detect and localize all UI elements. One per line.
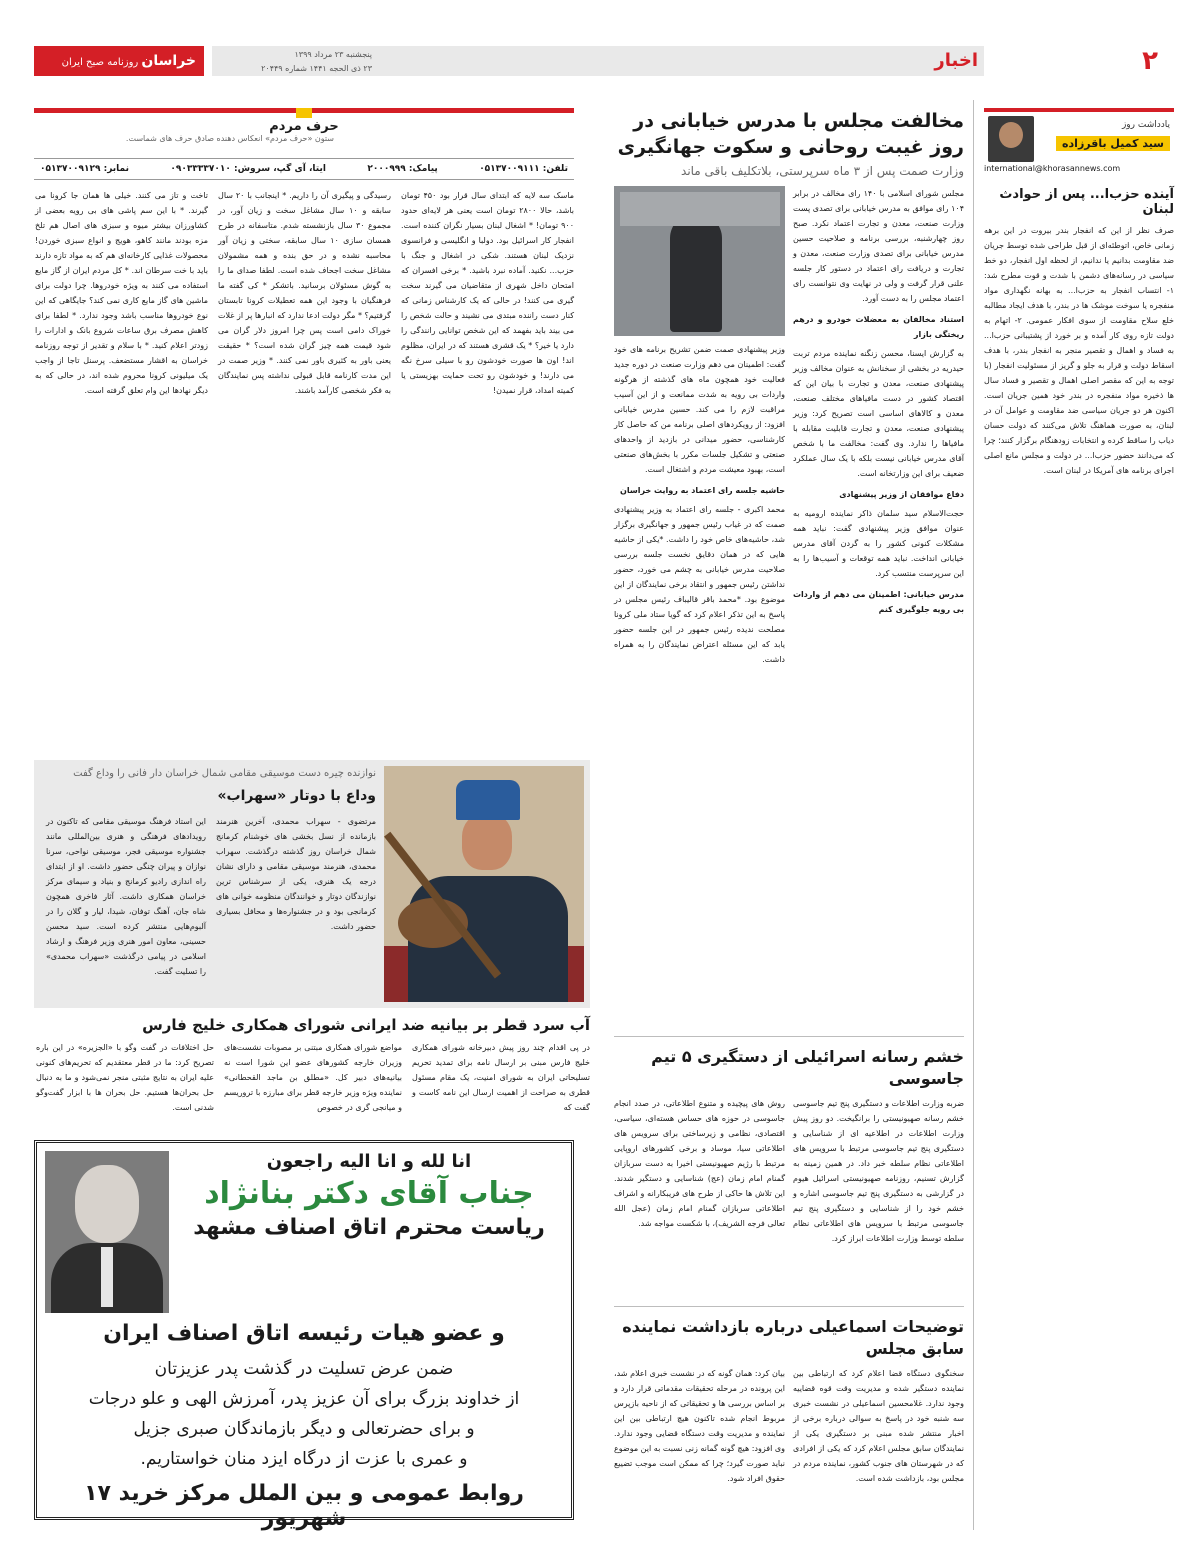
judiciary-body [614,1366,964,1486]
people-voice-body [34,188,574,398]
deceased-father-photo [45,1151,169,1313]
contact-apps[interactable]: ایتا، آی گپ، سروش: ۰۹۰۳۳۳۳۷۰۱۰ [170,164,326,174]
column-divider [973,100,974,1530]
news-divider-2 [614,1306,964,1307]
photo-head [75,1165,139,1243]
ad-message-4: و عمری با عزت از درگاه ایزد منان خواستاریم. [140,1449,468,1469]
gulf-paragraph-2: مواضع شورای همکاری مبتنی بر مصوبات نشست‌های وزیران خارجه کشورهای عضو این شورا است نه بیانیه‌های دبیر کل. «مطلق بن ماجد القحطانی» نماینده ویژه وزیر خارجه قطر برای مبارزه با تروریسم و میانجی گری در خصوص [224,1043,402,1112]
lead-subheadline: وزارت صمت پس از ۳ ماه سرپرستی، بلاتکلیف باقی ماند [681,164,964,178]
section-title: اخبار [934,50,978,71]
news-divider [614,1036,964,1037]
author-email: international@khorasannews.com [984,164,1121,173]
music-body [46,814,376,979]
people-voice-subtitle: ستون «حرف مردم» انعکاس دهنده صادق حرف های شماست. [125,134,334,143]
brand-tagline: روزنامه صبح ایران [61,57,139,68]
newspaper-brand [34,46,204,76]
judiciary-paragraph-2: بیان کرد: همان گونه که در نشست خبری اعلام شد، این پرونده در مرحله تحقیقات مقدماتی قرار دارد و بر اساس بررسی ها و تحقیقاتی که از ناحیه بازپرس مربوط انجام شده تاکنون هیچ ارتباطی بین این نماینده و مدیریت وقت دستگاه قضایی وجود ندارد. وی افزود: هیچ گونه گمانه زنی نسبت به این موضوع نباید صورت گیرد؛ چرا که ممکن است موجب تضییع حقوق افراد شود. [614,1369,785,1483]
music-paragraph-1: مرتضوی - سهراب محمدی، آخرین هنرمند بازمانده از نسل بخشی های خوشنام کرمانج شمال خراسان روز گذشته درگذشت. سهراب محمدی، هنرمند موسیقی مقامی و دارای نشان درجه یک هنری، یکی از سرشناس ترین نوازندگان دوتار و خوانندگان منظومه خوانی های کرمانجی بود و در جشنواره‌ها و محافل بسیاری حضور داشت. [216,817,376,931]
author-name: سید کمیل باقرزاده [1056,136,1170,151]
people-voice-col-3: تاخت و تاز می کنند. خیلی ها همان جا کرونا می گیرند. * با این سم پاشی های بی رویه بعضی از کشاورزان بیشتر میوه و سبزی های اصال هم تلخ مزه بودند مانند کاهو، هویج و انواع سبزی خوردن! محصولات غذایی کارخانه‌ای هم که به مواد تازه دارند باید با خت سرطان اند. * کل مردم ایران از گاز مایع استفاده می کنند به ویژه خودروها. چرا دولت برای ماشین های گاز مایع کاری نمی کند؟ جایگاهی که این نوع خودروها مناسب باشد وجود ندارد. * لطفا برای کاهش مصرف برق ساعات شروع بانک و ادارات را زودتر اعلام کنید. * با سلام و تقدیر از توجه روزنامه خراسان به اقشار مستضعف. پرسنل تاجا از واجب یک میلیونی کرونا محروم شده اند، در حالی که به دیگر نهادها این وام تعلق گرفته است. [35,191,208,395]
author-profile [984,108,1174,162]
column-body: صرف نظر از این که انفجار بندر بیروت در این برهه زمانی خاص، اتوطئه‌ای از قبل طراحی شده توسط جریان ضد مقاومت بدانیم یا ندانیم، از لحظه اول انفجار، دو خط سیاسی در رسانه‌های دشمن با شدت و قوت مطرح شد: ۱- انتساب انفجار به حزب‌ا... به بهانه نگهداری مواد منفجره یا سوخت موشک ها در بندر، با هدف ایجاد مطالبه خلع سلاح مقاومت از سوی افکار عمومی. ۲- اتهام به دولت تازه روی کار آمده و بر خورد از پشتیبانی حزب‌ا... به فساد و اهمال و تقصیر منجر به انفجار بندر، با هدف اسقاط دولت و قرار به جلو و گریز از مسئولیت انفجار (با توجه به این که مقصر اصلی اهمال و تقصیر و فساد سال ها ذخیره مواد منفجره در بندر خود همین جریان است. اکنون هر دو جریان سیاسی ضد مقاومت و عوامل آن در لبنان، به صورت هماهنگ تلاش می‌کنند که دولت حسان دیاب را ساقط کرده و انتخابات زودهنگام برگزار کنند؛ چرا که می‌دانند حضور حزب‌ا... در دولت و مجلس مانع اصلی اجرای برنامه های آمریکا در لبنان است. [984,226,1175,475]
people-voice-col-1: ماسک سه لایه که ابتدای سال قرار بود ۴۵۰ تومان باشد، حالا ۲۸۰۰ تومان است یعنی هر لایه‌ای حدود ۹۰۰ تومان! * اشغال لبنان بسیار نگران کننده است. انفجار کار اسرائیل بود. دولبا و انگلیسی و فرانسوی نزدیک لبنان هستند. شکی در اشغال و جنگ با حزب... نکنید. آماده نبرد باشید. * برخی افسران که امتحان داخل شهری از متقاضیان می گیرند سخت گیری می کنند! در حالی که یک کارشناس زمانی که کنار دست راننده مبتدی می نشیند و حالت شخص را می بیند باید بفهمد که این شخص توانایی رانندگی را دارد یا خیر؟ * یک قشری هستند که در ایران، مظلوم اند! اون ها صورت خودشون رو با سیلی سرخ نگه می دارند! و خودشون رو تحت حمایت بهزیستی یا کمیته امداد، قرار نمیدن! [401,191,575,395]
lead-paragraph-2: حجت‌الاسلام سید سلمان ذاکر نماینده ارومیه به عنوان موافق وزیر پیشنهادی گفت: نباید همه مشکلات کنونی کشور را به گردن آقای مدرس خیابانی انداخت. نباید همه توقعات و آسیب‌ها را به این سرپرست منتسب کرد. [793,509,964,578]
espionage-body [614,1096,964,1246]
column-tag: یادداشت روز [1121,120,1170,130]
judiciary-news [614,1316,964,1486]
espionage-paragraph-1: ضربه وزارت اطلاعات و دستگیری پنج تیم جاسوسی خشم رسانه صهیونیستی را برانگیخت. دو روز پیش وزارت اطلاعات در اطلاعیه ای از شناسایی و دستگیری پنج تیم جاسوسی مرتبط با سرویس های اطلاعاتی نظام سلطه خبر داد. در همین زمینه به گزارش تسنیم، روزنامه صهیونیستی اسرائیل هیوم در گزارشی به دستگیری پنج تیم جاسوسی اشاره و خشم خود را از شناسایی و دستگیری پنج تیم جاسوسی مرتبط با سرویس های اطلاعاتی نظام سلطه توسط وزارت اطلاعات ابراز کرد. [793,1099,964,1243]
lead-subhead-3: مدرس خیابانی: اطمینان می دهم از واردات بی رویه جلوگیری کنم [793,590,964,614]
gulf-title: آب سرد قطر بر بیانیه ضد ایرانی شورای همکاری خلیج فارس [142,1016,590,1034]
musician-photo [384,766,584,1002]
ad-recipient-name: جناب آقای دکتر بنانژاد [204,1176,534,1211]
judiciary-paragraph-1: سخنگوی دستگاه قضا اعلام کرد که ارتباطی بین نماینده دستگیر شده و مدیریت وقت قوه قضاییه وجود ندارد. غلامحسین اسماعیلی در نشست خبری سه شنبه خود در پاسخ به سوالی درباره برخی از اخبار منتشر شده مبنی بر دستگیری یکی از نمایندگان سابق مجلس اعلام کرد که یکی از افرادی که در شهرستان های جنوب کشور، نماینده مردم در مجلس بود، بازداشت شده است. [793,1369,964,1483]
espionage-news [614,1046,964,1246]
ad-message-3: و برای حضرتعالی و دیگر بازماندگان صبری جزیل [133,1419,475,1439]
lead-intro: مجلس شورای اسلامی با ۱۴۰ رای مخالف در برابر ۱۰۴ رای موافق به مدرس خیابانی برای تصدی پست وزارت صنعت، معدن و تجارت اعتماد نکرد. صبح روز چهارشنبه، بررسی برنامه و صلاحیت حسین مدرس خیابانی برای تصدی وزارت صنعت، معدن و تجارت و دریافت رای اعتماد در دستور کار جلسه علنی قرار گرفت و ولی در نهایت وی نتوانست رای اعتماد مجلس را به دست آورد. [793,189,964,303]
issue-date [222,46,372,76]
music-article [34,760,590,1008]
photo-shirt [101,1247,113,1307]
lead-subhead-4: حاشیه جلسه رای اعتماد به روایت خراسان [620,486,785,495]
gulf-paragraph-3: حل اختلافات در گفت وگو با «الجزیره» در این باره تصریح کرد: ما در قطر معتقدیم که تحریم‌های کنونی علیه ایران به نتایج مثبتی منجر نمی‌شود و ما به دنبال حل بحران‌ها هستیم. حل بحران ها با ابزار گفت‌وگو شدنی است. [36,1043,214,1112]
ad-header-text [177,1151,561,1240]
music-title: وداع با دوتار «سهراب» [217,788,376,804]
music-paragraph-2: این استاد فرهنگ موسیقی مقامی که تاکنون در رویدادهای فرهنگی و هنری بین‌المللی مانند جشنواره موسیقی فجر، موسیقی نواحی، سرنا نوازان و پیران چنگی حضور داشت. او از ابتدای راه اندازی رادیو کرمانج و بنیاد و سیمای مرکز خراسان همکاری داشت. آثار فاخری همچون شاه جان، آهنگ توفان، شیدا، لیار و گلان را در آلبوم‌هایی منتشر کرده است. سید محسن حسینی، معاون امور هنری وزیر فرهنگ و ارشاد اسلامی در پیامی درگذشت «سهراب محمدی» را تسلیت گفت. [46,817,206,976]
page-number: ۲ [1142,46,1158,76]
people-voice-title: حرف مردم [269,119,339,134]
espionage-title: خشم رسانه اسرائیلی از دستگیری ۵ تیم جاسوسی [651,1047,964,1088]
ad-message-2: از خداوند بزرگ برای آن عزیز پدر، آمرزش الهی و علو درجات [88,1389,520,1409]
music-kicker: نوازنده چیره دست موسیقی مقامی شمال خراسان دار فانی را وداع گفت [73,768,376,779]
contact-sms[interactable]: پیامک: ۲۰۰۰۹۹۹ [367,164,438,174]
ad-recipient-title: ریاست محترم اتاق اصناف مشهد [193,1215,545,1240]
brand-logo: خراسان [141,53,196,69]
lead-body [614,186,964,671]
contact-bar [34,158,574,180]
people-voice-col-2: رسیدگی و پیگیری آن را داریم. * اینجانب با ۲۰ سال سابقه و ۱۰ سال مشاغل سخت و زیان آور، در مجموع ۳۰ سال بازنشسته شدم. متاسفانه در طرح همسان سازی ۱۰ سال سابقه، سختی و زیان آور محاسبه نشده و در حق بنده و همه مشمولان مشاغل سخت اجحاف شده است. لطفا صدای ما را به گوش مسئولان برسانید. باتشکر * کی گفته ما فرهنگیان با وجود این همه تعطیلات کرونا تابستان گرفتیم؟ * مگر دولت ادعا ندارد که انبارها پر از غلات خوراک دامی است پس چرا امروز دلار گران می شود قیمت همه چیز گران شده است؟ * حقیقت یعنی باور به کثیری باور نمی کنند. * وزیر صمت در این مدت کارنامه قابل قبولی نداشته پس نمایندگان به فکر شخصی کارآمد باشند. [218,191,391,395]
judiciary-title: توضیحات اسماعیلی درباره بازداشت نماینده سابق مجلس [622,1317,964,1358]
contact-phone[interactable]: تلفن: ۰۵۱۳۷۰۰۹۱۱۱ [479,164,568,174]
author-photo [988,116,1034,162]
ad-message-1: ضمن عرض تسلیت در گذشت پدر عزیزتان [154,1359,454,1379]
ad-verse: انا لله و انا الیه راجعون [266,1151,472,1172]
photo-hat [456,780,520,820]
contact-fax[interactable]: نمابر: ۰۵۱۳۷۰۰۹۱۲۹ [40,164,129,174]
lead-subhead-2: دفاع موافقان از وزیر پیشنهادی [839,490,964,499]
lead-headline: مخالفت مجلس با مدرس خیابانی در روز غیبت روحانی و سکوت جهانگیری [617,110,964,158]
condolence-ad [34,1140,574,1531]
issue-date-line1: پنجشنبه ۲۳ مرداد ۱۳۹۹ [294,50,372,59]
lead-paragraph-3: وزیر پیشنهادی صمت ضمن تشریح برنامه های خود گفت: اطمینان می دهم وزارت صنعت در دوره جدید فعالیت خود همچون ماه های گذشته از هرگونه واردات بی رویه به شدت ممانعت و از این آسیب مراقبت لازم را می کند. حسین مدرس خیابانی افزود: از رویکردهای اصلی برنامه من که حاصل کار کارشناسی، حضور میدانی در بازدید از واحدهای صنعتی و تشکیل جلسات مکرر با بخش‌های صنعتی است، بهبود معیشت مردم و اشتغال است. [614,345,785,474]
lead-paragraph-1: به گزارش ایسنا، محسن زنگنه نماینده مردم تربت حیدریه در بخشی از سخنانش به عنوان مخالف وزیر پیشنهادی صنعت، معدن و تجارت با بیان این که اقتصاد کشور در دست مافیاهای مختلف صنعت، معدن و کالاهای اساسی است تصریح کرد: وزیر پیشنهادی صنعت، معدن و تجارت قابلیت مقابله با مافیاها را ندارد. وی گفت: مخالفت ما با شخص آقای مدرس خیابانی نیست بلکه با یک سال عملکرد ضعیف برای این وزارتخانه است. [793,349,964,478]
people-voice-header [34,108,574,143]
section-marker [296,108,312,118]
ad-sender: روابط عمومی و بین الملل مرکز خرید ۱۷ شهریور [84,1481,524,1531]
espionage-paragraph-2: روش های پیچیده و متنوع اطلاعاتی، در صدد انجام جاسوسی در حوزه های حساس هسته‌ای، سیاسی، اقتصادی، نظامی و زیرساختی برای سرویس های اطلاعاتی سیا، موساد و برخی کشورهای اروپایی مرتبط با رژیم صهیونیستی اخیرا به دست سربازان گمنام امام زمان (عج) شناسایی و دستگیر شدند. این تلاش ها حاکی از طرح های فریبکارانه و اشراف اطلاعاتی سربازان گمنام امام زمان (عجل الله تعالی فرجه الشریف)، با شکست مواجه شد. [614,1099,785,1228]
lead-news [614,108,964,671]
lead-subhead-1: استناد مخالفان به معضلات خودرو و درهم ریختگی بازار [793,315,964,339]
editorial-column [984,108,1174,478]
photo-face [462,814,512,870]
gulf-article [34,1016,590,1115]
lead-col-left [614,186,785,671]
parliament-photo [614,186,785,336]
issue-date-line2: ۲۳ ذی الحجه ۱۴۴۱ شماره ۲۰۴۴۹ [261,64,372,73]
gulf-body [34,1040,590,1115]
ad-recipient-role: و عضو هیات رئیسه اتاق اصناف ایران [103,1321,505,1346]
column-title: آینده حزب‌ا... پس از حوادث لبنان [999,187,1174,217]
gulf-paragraph-1: در پی اقدام چند روز پیش دبیرخانه شورای همکاری خلیج فارس مبنی بر ارسال نامه برای تمدید تحریم تسلیحاتی ایران به شورای امنیت، یک مقام مسئول قطری به صراحت از اهمیت ارسال این نامه کاست و گفت که [412,1043,590,1112]
lead-col-right [793,186,964,671]
lead-paragraph-4: محمد اکبری - جلسه رای اعتماد به وزیر پیشنهادی صمت که در غیاب رئیس جمهور و جهانگیری برگزار شد، حاشیه‌های خاص خود را داشت. *یکی از حاشیه هایی که در همان دقایق نخست جلسه بررسی صلاحیت مدرس خیابانی به چشم می خورد، حضور نداشتن رئیس جمهور و انتقاد برخی نمایندگان از این موضوع بود. *محمد باقر قالیباف رئیس مجلس در پاسخ به این تذکر اعلام کرد که گویا ستاد ملی کرونا مصلحت ندیده رئیس جمهور در این جلسه حضور یابد که این مسئله اعتراض نمایندگان را به همراه داشت. [614,505,785,664]
